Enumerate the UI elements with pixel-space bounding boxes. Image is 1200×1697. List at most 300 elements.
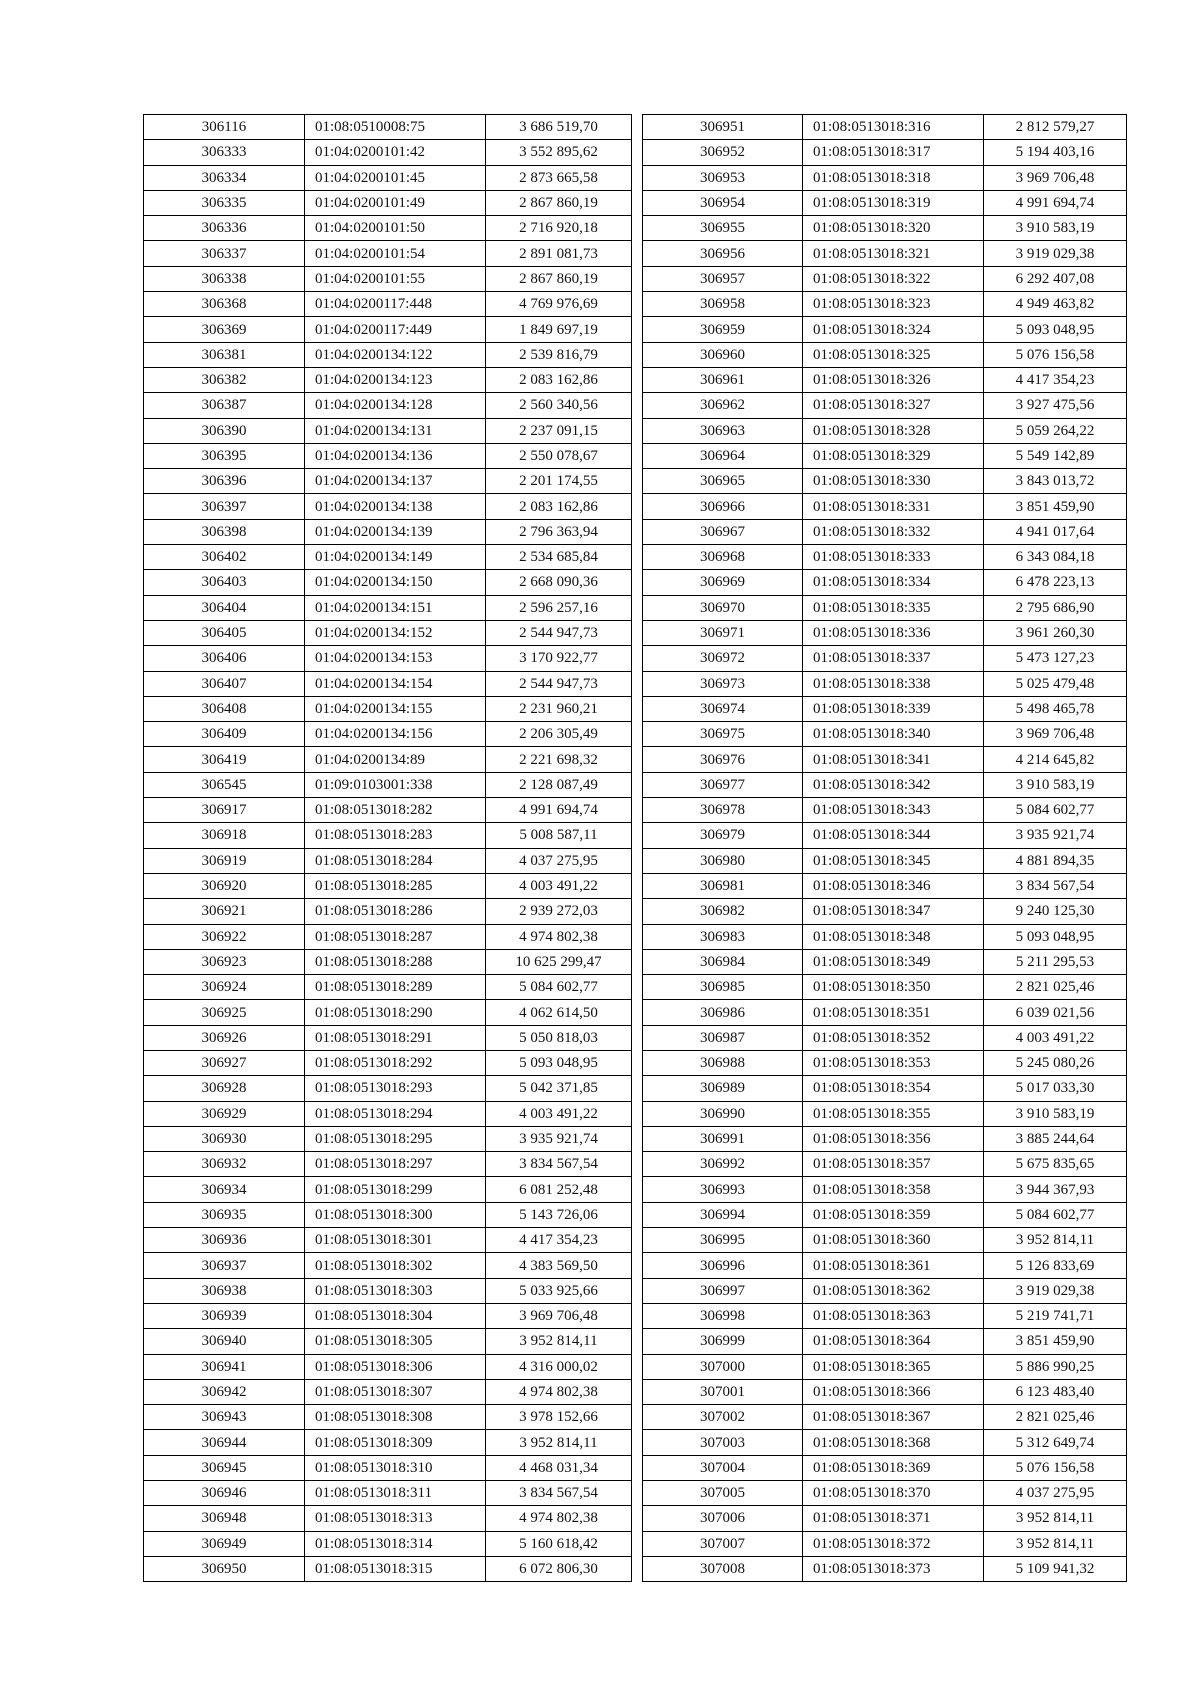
record-number-cell: 306368: [144, 292, 305, 317]
cadastral-number-cell: 01:08:0513018:327: [803, 393, 984, 418]
table-row: [144, 1025, 632, 1050]
table-row: [643, 1202, 1127, 1227]
record-number-cell: 306402: [144, 545, 305, 570]
table-row: [643, 165, 1127, 190]
record-number-cell: 307005: [643, 1481, 803, 1506]
record-number-cell: 306338: [144, 266, 305, 291]
record-number-cell: 306992: [643, 1152, 803, 1177]
record-number-cell: 306967: [643, 519, 803, 544]
cadastral-number-cell: 01:08:0513018:295: [305, 1126, 486, 1151]
record-number-cell: 306396: [144, 469, 305, 494]
table-row: [144, 595, 632, 620]
cadastral-number-cell: 01:04:0200134:123: [305, 367, 486, 392]
table-row: [144, 1556, 632, 1581]
cadastral-number-cell: 01:04:0200134:89: [305, 747, 486, 772]
cadastral-value-cell: 3 935 921,74: [984, 823, 1127, 848]
cadastral-value-cell: 4 003 491,22: [486, 1101, 632, 1126]
table-row: [144, 469, 632, 494]
record-number-cell: 306419: [144, 747, 305, 772]
table-row: [144, 646, 632, 671]
cadastral-value-cell: 6 081 252,48: [486, 1177, 632, 1202]
cadastral-number-cell: 01:08:0513018:302: [305, 1253, 486, 1278]
record-number-cell: 306985: [643, 975, 803, 1000]
cadastral-value-cell: 5 017 033,30: [984, 1076, 1127, 1101]
record-number-cell: 306116: [144, 115, 305, 140]
cadastral-number-cell: 01:04:0200134:151: [305, 595, 486, 620]
cadastral-number-cell: 01:08:0513018:292: [305, 1050, 486, 1075]
record-number-cell: 306948: [144, 1506, 305, 1531]
record-number-cell: 306932: [144, 1152, 305, 1177]
cadastral-value-cell: 2 796 363,94: [486, 519, 632, 544]
cadastral-value-cell: 2 128 087,49: [486, 772, 632, 797]
record-number-cell: 306970: [643, 595, 803, 620]
table-row: [643, 1101, 1127, 1126]
table-row: [144, 1531, 632, 1556]
cadastral-number-cell: 01:08:0513018:366: [803, 1379, 984, 1404]
cadastral-value-cell: 2 206 305,49: [486, 722, 632, 747]
cadastral-number-cell: 01:08:0513018:286: [305, 899, 486, 924]
cadastral-value-cell: 3 919 029,38: [984, 241, 1127, 266]
table-row: [643, 1177, 1127, 1202]
cadastral-value-cell: 3 952 814,11: [984, 1531, 1127, 1556]
record-number-cell: 306978: [643, 798, 803, 823]
cadastral-number-cell: 01:08:0513018:322: [803, 266, 984, 291]
table-row: [643, 1126, 1127, 1151]
cadastral-value-cell: 5 084 602,77: [486, 975, 632, 1000]
cadastral-value-cell: 3 552 895,62: [486, 140, 632, 165]
cadastral-value-cell: 4 003 491,22: [486, 873, 632, 898]
cadastral-number-cell: 01:04:0200134:139: [305, 519, 486, 544]
table-row: [144, 367, 632, 392]
table-row: [144, 1000, 632, 1025]
cadastral-number-cell: 01:04:0200101:55: [305, 266, 486, 291]
cadastral-number-cell: 01:08:0513018:300: [305, 1202, 486, 1227]
table-row: [144, 722, 632, 747]
cadastral-value-cell: 3 843 013,72: [984, 469, 1127, 494]
cadastral-value-cell: 2 201 174,55: [486, 469, 632, 494]
record-number-cell: 306939: [144, 1303, 305, 1328]
record-number-cell: 306990: [643, 1101, 803, 1126]
cadastral-value-cell: 5 059 264,22: [984, 418, 1127, 443]
cadastral-number-cell: 01:08:0513018:341: [803, 747, 984, 772]
table-row: [643, 1481, 1127, 1506]
record-number-cell: 307000: [643, 1354, 803, 1379]
table-row: [144, 342, 632, 367]
cadastral-value-cell: 5 498 465,78: [984, 696, 1127, 721]
cadastral-number-cell: 01:08:0513018:361: [803, 1253, 984, 1278]
record-number-cell: 307007: [643, 1531, 803, 1556]
cadastral-value-cell: 6 039 021,56: [984, 1000, 1127, 1025]
cadastral-number-cell: 01:08:0513018:369: [803, 1455, 984, 1480]
cadastral-number-cell: 01:08:0513018:285: [305, 873, 486, 898]
table-row: [144, 494, 632, 519]
table-row: [643, 1556, 1127, 1581]
table-row: [643, 216, 1127, 241]
record-number-cell: 306974: [643, 696, 803, 721]
cadastral-value-cell: 5 050 818,03: [486, 1025, 632, 1050]
record-number-cell: 306943: [144, 1405, 305, 1430]
cadastral-value-cell: 2 534 685,84: [486, 545, 632, 570]
record-number-cell: 306953: [643, 165, 803, 190]
cadastral-value-cell: 3 851 459,90: [984, 1329, 1127, 1354]
cadastral-value-cell: 5 126 833,69: [984, 1253, 1127, 1278]
record-number-cell: 306987: [643, 1025, 803, 1050]
cadastral-number-cell: 01:08:0510008:75: [305, 115, 486, 140]
table-row: [144, 1076, 632, 1101]
record-number-cell: 306395: [144, 443, 305, 468]
cadastral-value-cell: 2 795 686,90: [984, 595, 1127, 620]
cadastral-number-cell: 01:08:0513018:367: [803, 1405, 984, 1430]
cadastral-value-cell: 5 042 371,85: [486, 1076, 632, 1101]
cadastral-value-cell: 5 109 941,32: [984, 1556, 1127, 1581]
table-row: [643, 190, 1127, 215]
table-row: [144, 1481, 632, 1506]
cadastral-value-cell: 3 952 814,11: [984, 1228, 1127, 1253]
cadastral-number-cell: 01:08:0513018:307: [305, 1379, 486, 1404]
record-number-cell: 307003: [643, 1430, 803, 1455]
cadastral-value-cell: 4 383 569,50: [486, 1253, 632, 1278]
cadastral-number-cell: 01:08:0513018:293: [305, 1076, 486, 1101]
cadastral-value-cell: 4 974 802,38: [486, 1379, 632, 1404]
cadastral-number-cell: 01:04:0200134:156: [305, 722, 486, 747]
cadastral-number-cell: 01:08:0513018:340: [803, 722, 984, 747]
cadastral-number-cell: 01:08:0513018:331: [803, 494, 984, 519]
cadastral-number-cell: 01:08:0513018:362: [803, 1278, 984, 1303]
record-number-cell: 306993: [643, 1177, 803, 1202]
cadastral-value-cell: 2 716 920,18: [486, 216, 632, 241]
cadastral-number-cell: 01:08:0513018:306: [305, 1354, 486, 1379]
cadastral-value-cell: 5 473 127,23: [984, 646, 1127, 671]
cadastral-number-cell: 01:08:0513018:373: [803, 1556, 984, 1581]
table-row: [144, 823, 632, 848]
cadastral-value-cell: 4 974 802,38: [486, 1506, 632, 1531]
record-number-cell: 306945: [144, 1455, 305, 1480]
cadastral-number-cell: 01:04:0200101:54: [305, 241, 486, 266]
table-row: [144, 1253, 632, 1278]
table-row: [144, 1126, 632, 1151]
cadastral-number-cell: 01:04:0200134:154: [305, 671, 486, 696]
record-number-cell: 306995: [643, 1228, 803, 1253]
cadastral-number-cell: 01:08:0513018:339: [803, 696, 984, 721]
cadastral-number-cell: 01:04:0200101:49: [305, 190, 486, 215]
cadastral-value-cell: 10 625 299,47: [486, 949, 632, 974]
record-number-cell: 306337: [144, 241, 305, 266]
cadastral-value-cell: 2 237 091,15: [486, 418, 632, 443]
cadastral-number-cell: 01:08:0513018:301: [305, 1228, 486, 1253]
record-number-cell: 306936: [144, 1228, 305, 1253]
table-row: [144, 924, 632, 949]
cadastral-number-cell: 01:04:0200117:449: [305, 317, 486, 342]
record-number-cell: 306336: [144, 216, 305, 241]
cadastral-value-cell: 2 867 860,19: [486, 190, 632, 215]
table-row: [643, 975, 1127, 1000]
cadastral-number-cell: 01:08:0513018:372: [803, 1531, 984, 1556]
record-number-cell: 306404: [144, 595, 305, 620]
record-number-cell: 306405: [144, 620, 305, 645]
table-row: [643, 494, 1127, 519]
cadastral-number-cell: 01:08:0513018:323: [803, 292, 984, 317]
table-row: [643, 1430, 1127, 1455]
table-row: [643, 671, 1127, 696]
cadastral-number-cell: 01:08:0513018:343: [803, 798, 984, 823]
cadastral-value-cell: 5 211 295,53: [984, 949, 1127, 974]
record-number-cell: 306935: [144, 1202, 305, 1227]
record-number-cell: 306335: [144, 190, 305, 215]
table-row: [144, 1455, 632, 1480]
record-number-cell: 306937: [144, 1253, 305, 1278]
cadastral-value-cell: 3 969 706,48: [486, 1303, 632, 1328]
table-row: [643, 595, 1127, 620]
cadastral-number-cell: 01:08:0513018:365: [803, 1354, 984, 1379]
table-row: [643, 1303, 1127, 1328]
table-row: [643, 1506, 1127, 1531]
cadastral-value-cell: 6 478 223,13: [984, 570, 1127, 595]
cadastral-number-cell: 01:08:0513018:289: [305, 975, 486, 1000]
cadastral-number-cell: 01:08:0513018:360: [803, 1228, 984, 1253]
cadastral-number-cell: 01:08:0513018:352: [803, 1025, 984, 1050]
cadastral-number-cell: 01:08:0513018:353: [803, 1050, 984, 1075]
table-row: [144, 1152, 632, 1177]
record-number-cell: 306986: [643, 1000, 803, 1025]
table-row: [144, 317, 632, 342]
cadastral-value-cell: 3 834 567,54: [486, 1481, 632, 1506]
cadastral-value-cell: 3 969 706,48: [984, 165, 1127, 190]
table-row: [643, 1455, 1127, 1480]
table-row: [144, 570, 632, 595]
table-row: [144, 140, 632, 165]
table-row: [643, 1025, 1127, 1050]
cadastral-value-cell: 9 240 125,30: [984, 899, 1127, 924]
table-row: [643, 1531, 1127, 1556]
cadastral-value-cell: 5 093 048,95: [486, 1050, 632, 1075]
cadastral-number-cell: 01:08:0513018:358: [803, 1177, 984, 1202]
table-row: [643, 115, 1127, 140]
cadastral-value-cell: 1 849 697,19: [486, 317, 632, 342]
cadastral-number-cell: 01:08:0513018:348: [803, 924, 984, 949]
table-row: [144, 216, 632, 241]
cadastral-value-cell: 5 093 048,95: [984, 924, 1127, 949]
cadastral-value-cell: 4 468 031,34: [486, 1455, 632, 1480]
table-row: [144, 1303, 632, 1328]
table-row: [144, 975, 632, 1000]
record-number-cell: 306964: [643, 443, 803, 468]
cadastral-number-cell: 01:08:0513018:333: [803, 545, 984, 570]
cadastral-value-cell: 4 991 694,74: [984, 190, 1127, 215]
cadastral-value-cell: 3 969 706,48: [984, 722, 1127, 747]
table-row: [643, 798, 1127, 823]
registry-table-right-body: [643, 115, 1127, 1582]
cadastral-value-cell: 6 072 806,30: [486, 1556, 632, 1581]
cadastral-number-cell: 01:08:0513018:349: [803, 949, 984, 974]
cadastral-number-cell: 01:08:0513018:294: [305, 1101, 486, 1126]
table-row: [643, 342, 1127, 367]
cadastral-number-cell: 01:08:0513018:329: [803, 443, 984, 468]
table-row: [643, 519, 1127, 544]
record-number-cell: 306407: [144, 671, 305, 696]
table-row: [643, 1354, 1127, 1379]
cadastral-value-cell: 6 343 084,18: [984, 545, 1127, 570]
cadastral-number-cell: 01:08:0513018:351: [803, 1000, 984, 1025]
cadastral-value-cell: 5 033 925,66: [486, 1278, 632, 1303]
cadastral-value-cell: 2 231 960,21: [486, 696, 632, 721]
cadastral-number-cell: 01:08:0513018:330: [803, 469, 984, 494]
table-row: [144, 696, 632, 721]
cadastral-value-cell: 3 885 244,64: [984, 1126, 1127, 1151]
cadastral-number-cell: 01:08:0513018:311: [305, 1481, 486, 1506]
cadastral-value-cell: 3 961 260,30: [984, 620, 1127, 645]
cadastral-number-cell: 01:04:0200134:128: [305, 393, 486, 418]
record-number-cell: 307006: [643, 1506, 803, 1531]
cadastral-value-cell: 3 851 459,90: [984, 494, 1127, 519]
cadastral-number-cell: 01:04:0200134:153: [305, 646, 486, 671]
cadastral-number-cell: 01:04:0200134:152: [305, 620, 486, 645]
cadastral-number-cell: 01:08:0513018:354: [803, 1076, 984, 1101]
record-number-cell: 306940: [144, 1329, 305, 1354]
cadastral-value-cell: 4 991 694,74: [486, 798, 632, 823]
cadastral-number-cell: 01:08:0513018:350: [803, 975, 984, 1000]
record-number-cell: 306944: [144, 1430, 305, 1455]
table-row: [144, 241, 632, 266]
table-row: [144, 1329, 632, 1354]
cadastral-number-cell: 01:08:0513018:368: [803, 1430, 984, 1455]
record-number-cell: 306972: [643, 646, 803, 671]
cadastral-number-cell: 01:08:0513018:290: [305, 1000, 486, 1025]
cadastral-number-cell: 01:08:0513018:334: [803, 570, 984, 595]
record-number-cell: 306984: [643, 949, 803, 974]
record-number-cell: 306989: [643, 1076, 803, 1101]
cadastral-number-cell: 01:08:0513018:321: [803, 241, 984, 266]
record-number-cell: 306991: [643, 1126, 803, 1151]
cadastral-number-cell: 01:08:0513018:313: [305, 1506, 486, 1531]
cadastral-number-cell: 01:08:0513018:291: [305, 1025, 486, 1050]
cadastral-number-cell: 01:08:0513018:316: [803, 115, 984, 140]
record-number-cell: 306381: [144, 342, 305, 367]
table-row: [144, 266, 632, 291]
table-row: [643, 266, 1127, 291]
cadastral-value-cell: 5 675 835,65: [984, 1152, 1127, 1177]
cadastral-value-cell: 3 952 814,11: [984, 1506, 1127, 1531]
cadastral-number-cell: 01:08:0513018:344: [803, 823, 984, 848]
record-number-cell: 306397: [144, 494, 305, 519]
record-number-cell: 306975: [643, 722, 803, 747]
table-row: [144, 1430, 632, 1455]
cadastral-value-cell: 4 316 000,02: [486, 1354, 632, 1379]
cadastral-number-cell: 01:08:0513018:319: [803, 190, 984, 215]
cadastral-number-cell: 01:08:0513018:308: [305, 1405, 486, 1430]
record-number-cell: 306928: [144, 1076, 305, 1101]
record-number-cell: 306977: [643, 772, 803, 797]
cadastral-value-cell: 4 769 976,69: [486, 292, 632, 317]
record-number-cell: 306923: [144, 949, 305, 974]
table-row: [144, 1379, 632, 1404]
record-number-cell: 307004: [643, 1455, 803, 1480]
table-row: [643, 418, 1127, 443]
record-number-cell: 306926: [144, 1025, 305, 1050]
record-number-cell: 306955: [643, 216, 803, 241]
cadastral-value-cell: 4 949 463,82: [984, 292, 1127, 317]
record-number-cell: 306988: [643, 1050, 803, 1075]
record-number-cell: 306946: [144, 1481, 305, 1506]
cadastral-number-cell: 01:08:0513018:325: [803, 342, 984, 367]
registry-table-left-body: [144, 115, 632, 1582]
table-row: [144, 747, 632, 772]
cadastral-number-cell: 01:08:0513018:305: [305, 1329, 486, 1354]
cadastral-value-cell: 3 919 029,38: [984, 1278, 1127, 1303]
table-row: [643, 924, 1127, 949]
table-row: [144, 115, 632, 140]
cadastral-value-cell: 2 221 698,32: [486, 747, 632, 772]
registry-table-right: [642, 114, 1127, 1582]
table-row: [144, 165, 632, 190]
record-number-cell: 306996: [643, 1253, 803, 1278]
table-row: [643, 949, 1127, 974]
record-number-cell: 306951: [643, 115, 803, 140]
table-row: [643, 317, 1127, 342]
table-row: [643, 848, 1127, 873]
record-number-cell: 306979: [643, 823, 803, 848]
cadastral-value-cell: 4 881 894,35: [984, 848, 1127, 873]
cadastral-number-cell: 01:04:0200134:155: [305, 696, 486, 721]
table-row: [144, 545, 632, 570]
record-number-cell: 306954: [643, 190, 803, 215]
record-number-cell: 306398: [144, 519, 305, 544]
record-number-cell: 306403: [144, 570, 305, 595]
cadastral-number-cell: 01:04:0200117:448: [305, 292, 486, 317]
cadastral-value-cell: 3 944 367,93: [984, 1177, 1127, 1202]
cadastral-number-cell: 01:09:0103001:338: [305, 772, 486, 797]
cadastral-number-cell: 01:04:0200101:42: [305, 140, 486, 165]
table-row: [144, 1405, 632, 1430]
record-number-cell: 306963: [643, 418, 803, 443]
cadastral-number-cell: 01:08:0513018:315: [305, 1556, 486, 1581]
record-number-cell: 306976: [643, 747, 803, 772]
record-number-cell: 306938: [144, 1278, 305, 1303]
record-number-cell: 306999: [643, 1329, 803, 1354]
cadastral-number-cell: 01:08:0513018:355: [803, 1101, 984, 1126]
table-row: [144, 443, 632, 468]
cadastral-value-cell: 2 596 257,16: [486, 595, 632, 620]
record-number-cell: 306981: [643, 873, 803, 898]
table-row: [144, 1050, 632, 1075]
table-row: [144, 1506, 632, 1531]
cadastral-number-cell: 01:08:0513018:318: [803, 165, 984, 190]
table-row: [643, 1329, 1127, 1354]
record-number-cell: 306406: [144, 646, 305, 671]
record-number-cell: 306409: [144, 722, 305, 747]
cadastral-number-cell: 01:08:0513018:342: [803, 772, 984, 797]
record-number-cell: 306921: [144, 899, 305, 924]
table-row: [144, 1278, 632, 1303]
cadastral-number-cell: 01:08:0513018:320: [803, 216, 984, 241]
cadastral-value-cell: 2 544 947,73: [486, 620, 632, 645]
cadastral-value-cell: 2 550 078,67: [486, 443, 632, 468]
table-row: [643, 1050, 1127, 1075]
cadastral-value-cell: 4 941 017,64: [984, 519, 1127, 544]
cadastral-value-cell: 5 194 403,16: [984, 140, 1127, 165]
cadastral-number-cell: 01:08:0513018:303: [305, 1278, 486, 1303]
table-row: [144, 671, 632, 696]
table-row: [643, 1379, 1127, 1404]
record-number-cell: 306962: [643, 393, 803, 418]
cadastral-number-cell: 01:08:0513018:326: [803, 367, 984, 392]
cadastral-value-cell: 5 084 602,77: [984, 1202, 1127, 1227]
cadastral-value-cell: 4 214 645,82: [984, 747, 1127, 772]
record-number-cell: 306920: [144, 873, 305, 898]
cadastral-value-cell: 4 417 354,23: [486, 1228, 632, 1253]
record-number-cell: 306382: [144, 367, 305, 392]
table-row: [144, 772, 632, 797]
cadastral-number-cell: 01:08:0513018:332: [803, 519, 984, 544]
